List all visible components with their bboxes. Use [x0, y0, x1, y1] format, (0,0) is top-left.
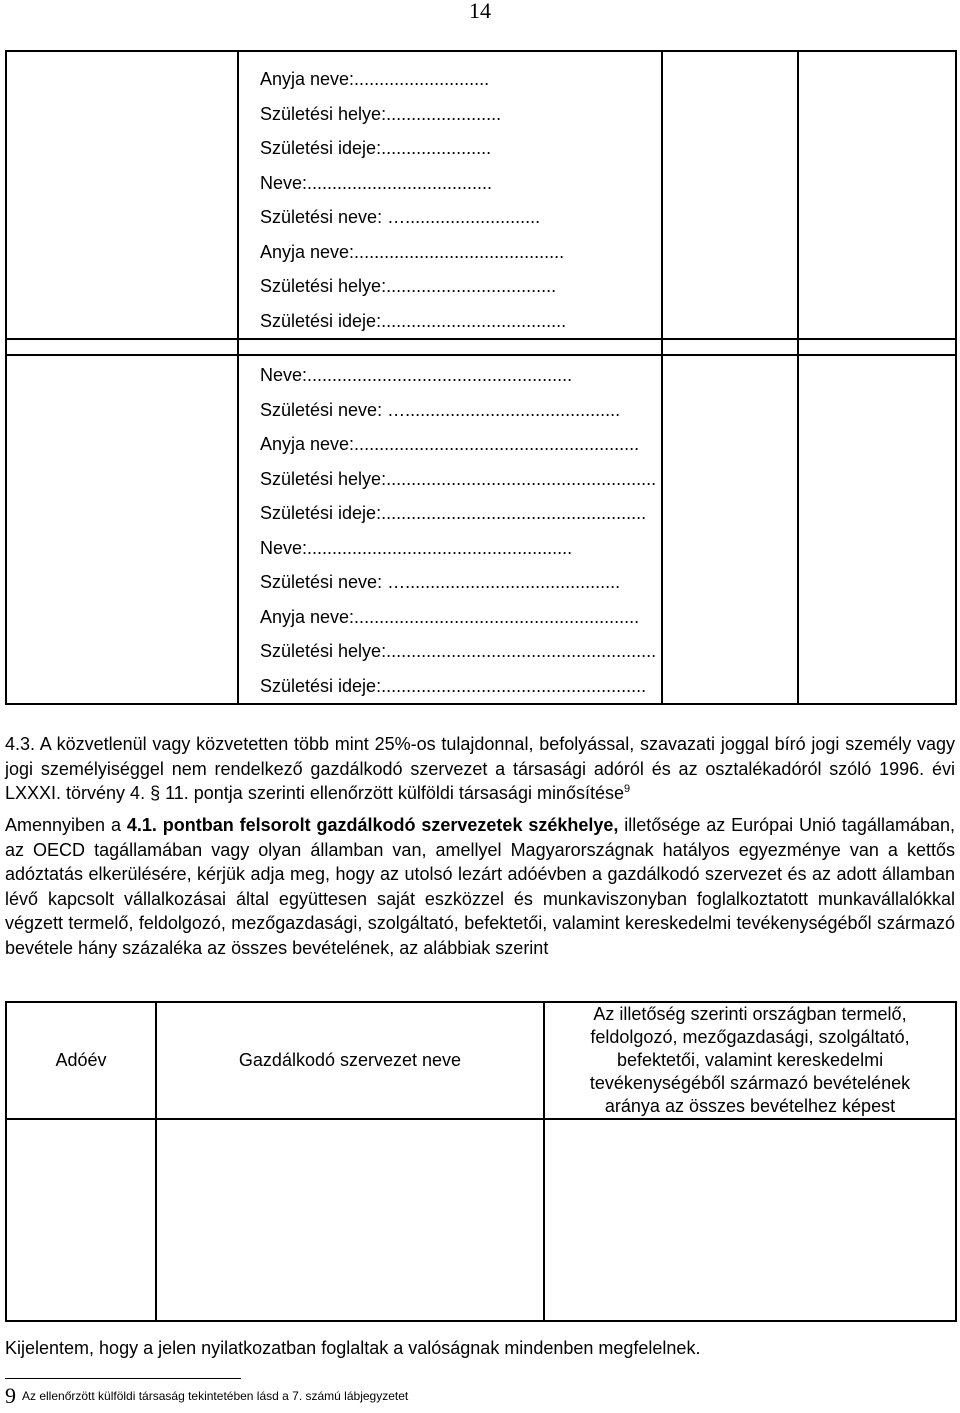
- paragraph-prefix: Amennyiben a: [5, 815, 127, 835]
- person-field-line: Anyja neve:..........................................: [260, 241, 565, 262]
- paragraph-bold: 4.1. pontban felsorolt gazdálkodó szervezetek székhelye,: [126, 815, 619, 835]
- person-field-line: Születési ideje:.....................................................: [260, 675, 647, 696]
- person-field-line: Anyja neve:.........................................................: [260, 434, 640, 454]
- person-field-line: Neve:.....................................: [260, 172, 493, 193]
- header-org-name: Gazdálkodó szervezet neve: [156, 1002, 544, 1119]
- income-table: [5, 1001, 957, 1322]
- footnote-text: Az ellenőrzött külföldi társaság tekintetében lásd a 7. számú lábjegyzetet: [22, 1389, 409, 1403]
- person-field-line: Születési helye:......................................................: [260, 468, 657, 489]
- owner-name-cell: [6, 51, 238, 339]
- section-4-3-text: 4.3. A közvetlenül vagy közvetetten több mint 25%-os tulajdonnal, befolyással, szavazati joggal bíró jogi személy vagy jogi személyiséggel nem rendelkező gazdálkodó szervezet a társasági adóról és az osztalékadóról szóló 1996. évi LXXXI. törvény 4. § 11. pontja szerinti ellenőrzött külföldi társasági minősítése: [5, 734, 955, 803]
- person-lines: [239, 356, 661, 703]
- owner-share-cell: [662, 355, 798, 704]
- person-data-cell: [238, 355, 662, 704]
- person-field-line: Neve:.....................................................: [260, 365, 573, 385]
- person-field-line: Születési helye:......................................................: [260, 641, 657, 661]
- person-field-line: Anyja neve:.........................................................: [260, 606, 640, 627]
- income-table-row: [6, 1119, 956, 1321]
- page-number: 14: [469, 0, 491, 23]
- declaration: Kijelentem, hogy a jelen nyilatkozatban foglaltak a valóságnak mindenben megfelelnek.: [5, 1338, 701, 1358]
- footnote-ref: 9: [624, 783, 631, 795]
- footnote: [5, 1383, 409, 1408]
- person-field-line: Születési neve: …...........................: [260, 207, 541, 227]
- income-ratio-cell: [544, 1119, 956, 1321]
- owner-share-cell: [662, 51, 798, 339]
- person-field-line: Születési ideje:.....................................................: [260, 503, 647, 523]
- owner-extra-cell: [798, 51, 956, 339]
- footnote-number: 9: [5, 1383, 16, 1408]
- owner-row: [6, 51, 956, 339]
- section-4-3: [5, 732, 955, 806]
- person-field-line: Születési helye:..................................: [260, 276, 557, 296]
- owners-table: [5, 50, 957, 705]
- footnote-separator: [5, 1378, 241, 1379]
- person-field-line: Születési ideje:......................: [260, 138, 492, 158]
- header-income-ratio: Az illetőség szerinti országban termelő, feldolgozó, mezőgazdasági, szolgáltató, befektetői, valamint kereskedelmi tevékenységéből származó bevételének aránya az összes bevételhez képest: [544, 1002, 956, 1119]
- person-field-line: Neve:.....................................................: [260, 537, 573, 558]
- income-table-header: [6, 1002, 956, 1119]
- owner-extra-cell: [798, 355, 956, 704]
- org-name-cell: [156, 1119, 544, 1321]
- person-lines: [239, 52, 661, 338]
- owner-row: [6, 355, 956, 704]
- person-field-line: Születési neve: …...........................................: [260, 572, 621, 592]
- owner-name-cell: [6, 355, 238, 704]
- tax-year-cell: [6, 1119, 156, 1321]
- person-field-line: Születési neve: …...........................................: [260, 399, 621, 420]
- paragraph-rest: illetősége az Európai Unió tagállamában, az OECD tagállamában vagy olyan államban van, amellyel Magyarországnak hatályos egyezménye van a kettős adóztatás elkerülésére, kérjük adja meg, hogy az utolsó lezárt adóévben a gazdálkodó szervezet és az adott államban lévő kapcsolt vállalkozásai által együttesen saját eszközzel és munkaviszonyban foglalkoztatott munkavállalókkal végzett termelő, feldolgozó, mezőgazdasági, szolgáltató, befektetői, valamint kereskedelmi tevékenységéből származó bevétele hány százaléka az összes bevételének, az alábbiak szerint: [5, 815, 956, 958]
- person-data-cell: [238, 51, 662, 339]
- person-field-line: Születési ideje:.....................................: [260, 310, 567, 331]
- header-tax-year: Adóév: [6, 1002, 156, 1119]
- info-paragraph: [5, 813, 955, 960]
- owner-row: [6, 339, 956, 355]
- person-field-line: Anyja neve:...........................: [260, 69, 490, 89]
- person-field-line: Születési helye:.......................: [260, 103, 502, 124]
